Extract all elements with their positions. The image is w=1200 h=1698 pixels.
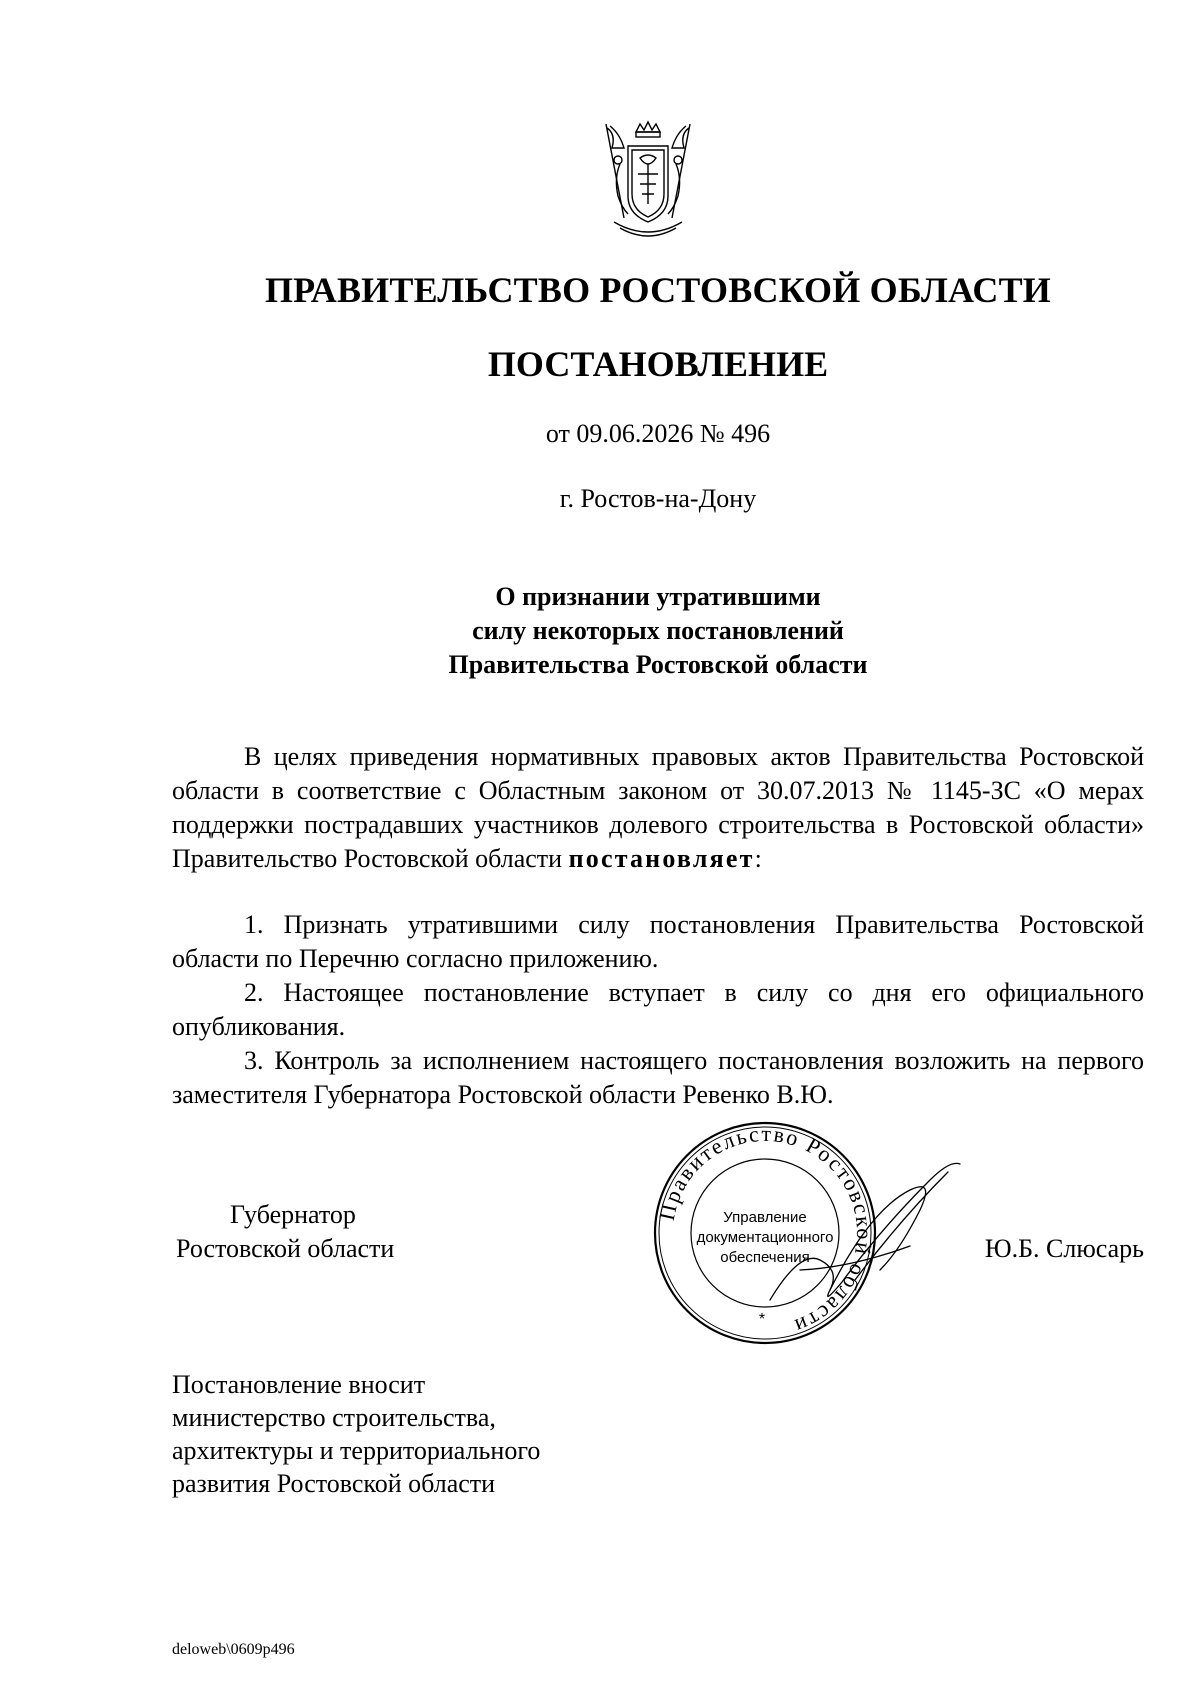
document-city: г. Ростов-на-Дону [559, 484, 757, 513]
preamble-paragraph [172, 740, 1144, 876]
preamble-colon: : [754, 844, 762, 873]
introducer-line: развития Ростовской области [172, 1469, 496, 1498]
clause-1: 1. Признать утратившими силу постановления Правительства Ростовской области по Перечню согласно приложению. [172, 910, 1144, 973]
document-subject [0, 580, 1200, 682]
seal-center-line: документационного [696, 1229, 834, 1246]
seal-star-icon: * [758, 1311, 766, 1328]
handwritten-signature [760, 1150, 980, 1320]
signer-position-line: Ростовской области [176, 1234, 395, 1263]
document-type-title: ПОСТАНОВЛЕНИЕ [487, 344, 829, 384]
government-title: ПРАВИТЕЛЬСТВО РОСТОВСКОЙ ОБЛАСТИ [264, 270, 1052, 310]
coat-of-arms-icon [598, 118, 698, 246]
file-code: deloweb\0609p496 [172, 1641, 295, 1658]
introducer-note [172, 1368, 540, 1500]
subject-line: О признании утратившими [495, 582, 821, 611]
document-body [172, 740, 1144, 1112]
signer-position [176, 1198, 394, 1266]
introducer-line: министерство строительства, [172, 1403, 496, 1432]
resolves-word: постановляет [568, 844, 755, 873]
document-date-number: от 09.06.2026 № 496 [545, 419, 771, 448]
seal-center-line: Управление [723, 1209, 807, 1226]
signer-name: Ю.Б. Слюсарь [984, 1234, 1144, 1263]
clause-3: 3. Контроль за исполнением настоящего постановления возложить на первого заместителя Губернатора Ростовской области Ревенко В.Ю. [172, 1046, 1144, 1109]
seal-ring-text: Правительство Ростовской области [653, 1120, 878, 1340]
subject-line: силу некоторых постановлений [472, 616, 844, 645]
introducer-line: архитектуры и территориального [172, 1436, 541, 1465]
seal-center-line: обеспечения [720, 1249, 810, 1266]
clause-2: 2. Настоящее постановление вступает в силу со дня его официального опубликования. [172, 978, 1144, 1041]
subject-line: Правительства Ростовской области [448, 650, 868, 679]
preamble-text: В целях приведения нормативных правовых актов Правительства Ростовской области в соответствие с Областным законом от 30.07.2013 № 1145-ЗС «О мерах поддержки пострадавших участников долевого строительства в Ростовской области» Правительство Ростовской области [172, 742, 1144, 873]
introducer-line: Постановление вносит [172, 1370, 426, 1399]
signer-position-line: Губернатор [230, 1200, 356, 1229]
